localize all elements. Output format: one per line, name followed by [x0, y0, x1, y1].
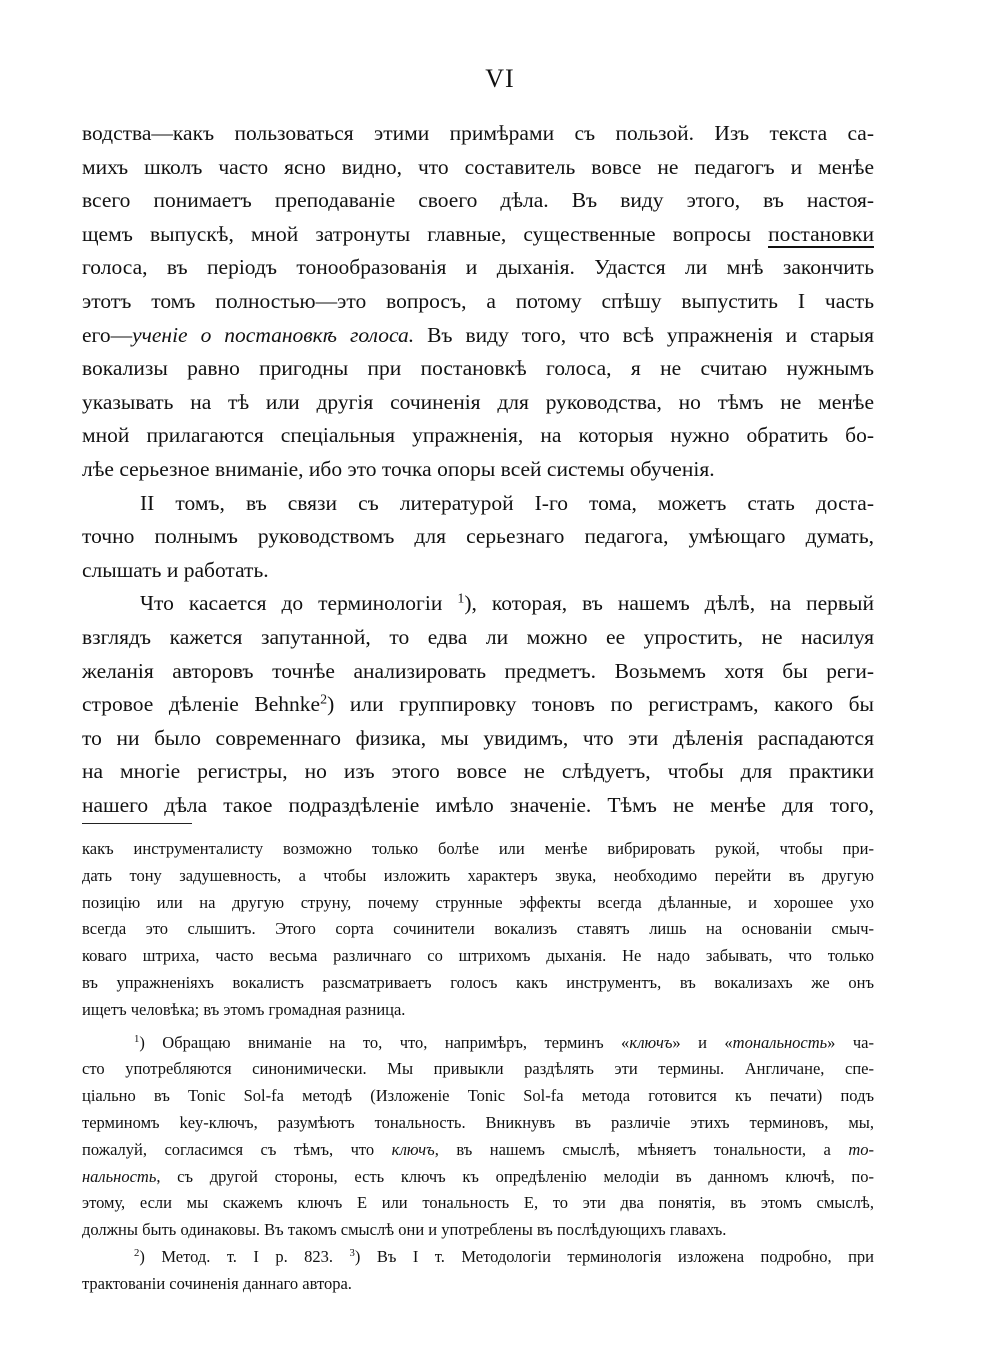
footnote-line: коваго штриха, часто весьма различнаго со штрихомъ дыханiя. Не надо забывать, что только: [82, 946, 874, 966]
text-segment: ) Въ I т. Методологiи терминологiя изложена подробно, при: [354, 1246, 874, 1266]
text-line: этотъ томъ полностью—это вопросъ, а потому спѣшу выпустить I часть: [82, 288, 874, 313]
italic-term: ключъ: [629, 1032, 673, 1052]
text-line: на многiе регистры, но изъ этого вовсе не слѣдуетъ, чтобы для практики: [82, 759, 874, 784]
text-segment: , съ другой стороны, есть ключъ къ опредѣленiю мелодiи въ данномъ ключѣ, по-: [156, 1166, 874, 1186]
text-segment: Въ виду того, что всѣ упражненiя и старыя: [414, 322, 874, 347]
text-line: указывать на тѣ или другiя сочиненiя для руководства, но тѣмъ не менѣе: [82, 389, 874, 414]
text-segment: » и «: [672, 1032, 733, 1052]
text-line: взглядъ кажется запутанной, то едва ли можно ее упростить, не насилуя: [82, 624, 874, 649]
page-number: VI: [485, 64, 515, 93]
footnote-1-line: должны быть одинаковы. Въ такомъ смыслѣ они и употреблены въ послѣдующихъ главахъ.: [82, 1220, 727, 1240]
footnote-1-line: [82, 1030, 874, 1057]
text-line: [82, 587, 874, 621]
footnote-1-line: [82, 1137, 874, 1164]
text-line: мной прилагаются спецiальныя упражненiя, на которыя нужно обратить бо-: [82, 423, 874, 448]
text-segment: стровое дѣленiе Behnke: [82, 692, 321, 717]
footnote-1-line: сто употребляются синонимически. Мы привыкли раздѣлять эти термины. Англичане, спе-: [82, 1059, 874, 1079]
text-line: вокализы равно пригодны при постановкѣ голоса, я не считаю нужнымъ: [82, 356, 874, 381]
text-segment: ), которая, въ нашемъ дѣлѣ, на первый: [464, 591, 874, 616]
text-segment: , въ нашемъ смыслѣ, мѣняетъ тональности, а: [434, 1139, 849, 1159]
footnote-1-line: [82, 1164, 874, 1191]
italic-term: тональность: [732, 1032, 828, 1052]
text-line: [82, 688, 874, 722]
text-segment: его—: [82, 322, 133, 347]
text-line: всего понимаетъ преподаванiе своего дѣла. Въ виду этого, въ настоя-: [82, 188, 874, 213]
text-line: то ни было современнаго физика, мы увидимъ, что эти дѣленiя распадаются: [82, 725, 874, 750]
footnote-marker-1: 1: [134, 1032, 140, 1045]
underlined-word: постановки: [768, 221, 874, 246]
text-line: лѣе серьезное вниманiе, ибо это точка опоры всей системы обученiя.: [82, 456, 715, 481]
footnote-line: дать тону задушевность, а чтобы изложить характеръ звука, необходимо перейти въ другую: [82, 865, 874, 885]
footnote-line: ищетъ человѣка; въ этомъ громадная разница.: [82, 999, 406, 1019]
footnote-line: всегда это слышитъ. Этого сорта сочинители вокализъ ставятъ лишь на основанiи смыч-: [82, 919, 874, 939]
footnote-line: позицiю или на другую струну, почему струнные эффекты всегда дѣланные, и хорошее ухо: [82, 892, 874, 912]
footnote-1-line: цiально въ Tonic Sol-fa методѣ (Изложенiе Tonic Sol-fa метода готовится къ печати) подъ: [82, 1086, 874, 1106]
text-line: желанiя авторовъ точнѣе анализировать предметъ. Возьмемъ хотя бы реги-: [82, 658, 874, 683]
text-segment: ) Обращаю вниманiе на то, что, напримѣръ, терминъ «: [139, 1032, 630, 1052]
text-line: михъ школъ часто ясно видно, что составитель вовсе не педагогъ и менѣе: [82, 154, 874, 179]
footnotes: [82, 836, 874, 1298]
text-line: слышать и работать.: [82, 557, 269, 582]
text-line: нашего дѣла такое подраздѣленiе имѣло значенiе. Тѣмъ не менѣе для того,: [82, 792, 874, 817]
text-line: [82, 218, 874, 252]
text-line: II томъ, въ связи съ литературой I-го тома, можетъ стать доста-: [140, 490, 874, 515]
text-segment: ) или группировку тоновъ по регистрамъ, какого бы: [327, 692, 875, 717]
text-line: точно полнымъ руководствомъ для серьезнаго педагога, умѣющаго думать,: [82, 524, 874, 549]
footnote-ref-2[interactable]: 2: [320, 692, 328, 708]
text-line: водства—какъ пользоваться этими примѣрами съ пользой. Изъ текста са-: [82, 121, 874, 145]
footnote-1-line: терминомъ key-ключъ, разумѣютъ тональность. Вникнувъ въ различiе этихъ терминовъ, мы,: [82, 1112, 874, 1132]
footnote-1-line: этому, если мы скажемъ ключъ E или тональность E, то эти два понятiя, въ этомъ смыслѣ,: [82, 1193, 874, 1213]
main-body-text: [82, 117, 874, 822]
footnote-ref-1[interactable]: 1: [457, 591, 465, 607]
italic-term: то-: [848, 1139, 874, 1159]
italic-title: ученiе о постановкѣ голоса.: [132, 322, 415, 347]
footnote-line: какъ инструменталисту возможно только болѣе или менѣе вибрировать рукой, чтобы при-: [82, 839, 874, 858]
footnote-2-line: [82, 1244, 874, 1271]
text-line: голоса, въ перiодъ тонообразованiя и дыханiя. Удастся ли мнѣ закончить: [82, 255, 874, 280]
footnote-line: въ упражненiяхъ вокалистъ разсматриваетъ голосъ какъ инструментъ, въ вокализахъ же онъ: [82, 972, 874, 992]
italic-term: нальность: [82, 1166, 157, 1186]
text-line: [82, 319, 874, 353]
italic-term: ключъ: [391, 1139, 435, 1159]
text-segment: пожалуй, согласимся съ тѣмъ, что: [82, 1139, 392, 1159]
footnote-marker-3: 3: [349, 1247, 355, 1260]
footnote-divider: [82, 823, 192, 824]
text-segment: » ча-: [827, 1032, 874, 1052]
footnote-2-line: трактованiи сочиненiя даннаго автора.: [82, 1273, 352, 1293]
text-segment: щемъ выпускѣ, мной затронуты главные, существенные вопросы: [82, 221, 769, 246]
text-segment: Что касается до терминологiи: [140, 591, 458, 616]
text-segment: ) Метод. т. I p. 823.: [139, 1246, 350, 1266]
footnote-marker-2: 2: [134, 1247, 140, 1260]
